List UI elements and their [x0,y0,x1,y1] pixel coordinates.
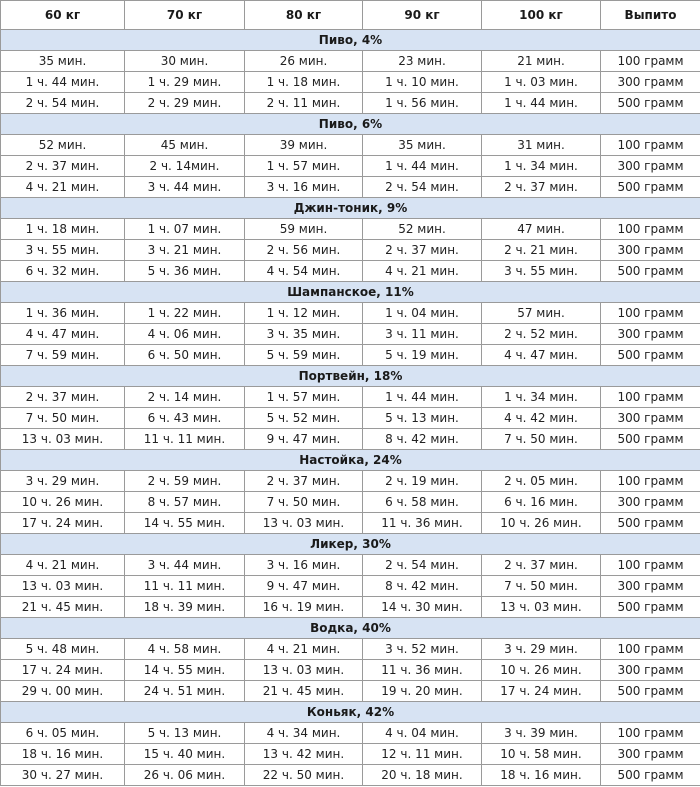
table-cell: 1 ч. 22 мин. [125,303,245,324]
table-cell: 100 грамм [601,219,700,240]
table-cell: 2 ч. 54 мин. [1,93,125,114]
table-cell: 13 ч. 03 мин. [1,429,125,450]
table-cell: 14 ч. 55 мин. [125,513,245,534]
section-header-row [1,618,700,639]
table-cell: 100 грамм [601,135,700,156]
table-cell: 2 ч. 37 мин. [482,177,601,198]
table-row [1,576,700,597]
table-cell: 1 ч. 44 мин. [363,387,482,408]
header-cell: 80 кг [245,1,363,30]
table-cell: 2 ч. 21 мин. [482,240,601,261]
table-cell: 7 ч. 59 мин. [1,345,125,366]
table-cell: 100 грамм [601,471,700,492]
table-row [1,723,700,744]
table-cell: 100 грамм [601,303,700,324]
table-cell: 10 ч. 26 мин. [1,492,125,513]
table-cell: 2 ч. 54 мин. [363,177,482,198]
table-cell: 17 ч. 24 мин. [1,513,125,534]
table-cell: 6 ч. 43 мин. [125,408,245,429]
table-cell: 100 грамм [601,555,700,576]
table-cell: 300 грамм [601,744,700,765]
table-cell: 18 ч. 16 мин. [1,744,125,765]
table-row [1,660,700,681]
table-cell: 2 ч. 54 мин. [363,555,482,576]
table-cell: 10 ч. 26 мин. [482,660,601,681]
table-row [1,219,700,240]
section-header-row [1,450,700,471]
table-cell: 21 ч. 45 мин. [245,681,363,702]
table-cell: 2 ч. 37 мин. [1,156,125,177]
table-cell: 35 мин. [363,135,482,156]
table-cell: 13 ч. 42 мин. [245,744,363,765]
table-cell: 300 грамм [601,408,700,429]
table-cell: 1 ч. 12 мин. [245,303,363,324]
table-cell: 16 ч. 19 мин. [245,597,363,618]
table-cell: 4 ч. 47 мин. [1,324,125,345]
table-cell: 8 ч. 42 мин. [363,429,482,450]
table-cell: 1 ч. 36 мин. [1,303,125,324]
table-cell: 2 ч. 05 мин. [482,471,601,492]
table-cell: 3 ч. 55 мин. [482,261,601,282]
table-cell: 7 ч. 50 мин. [245,492,363,513]
table-row [1,681,700,702]
table-cell: 1 ч. 56 мин. [363,93,482,114]
table-cell: 4 ч. 21 мин. [363,261,482,282]
table-cell: 1 ч. 04 мин. [363,303,482,324]
table-row [1,93,700,114]
table-cell: 2 ч. 52 мин. [482,324,601,345]
table-cell: 1 ч. 03 мин. [482,72,601,93]
table-cell: 1 ч. 18 мин. [245,72,363,93]
table-row [1,492,700,513]
table-cell: 39 мин. [245,135,363,156]
section-title: Портвейн, 18% [1,366,700,387]
table-cell: 26 мин. [245,51,363,72]
section-header-row [1,30,700,51]
section-title: Джин-тоник, 9% [1,198,700,219]
table-cell: 2 ч. 11 мин. [245,93,363,114]
table-cell: 59 мин. [245,219,363,240]
table-cell: 500 грамм [601,177,700,198]
header-row [1,1,700,30]
table-cell: 11 ч. 11 мин. [125,429,245,450]
table-cell: 3 ч. 44 мин. [125,177,245,198]
table-cell: 1 ч. 07 мин. [125,219,245,240]
section-title: Водка, 40% [1,618,700,639]
table-cell: 21 ч. 45 мин. [1,597,125,618]
table-cell: 13 ч. 03 мин. [245,513,363,534]
table-cell: 4 ч. 54 мин. [245,261,363,282]
table-cell: 1 ч. 57 мин. [245,387,363,408]
table-row [1,156,700,177]
table-cell: 13 ч. 03 мин. [245,660,363,681]
table-cell: 4 ч. 21 мин. [245,639,363,660]
table-cell: 18 ч. 16 мин. [482,765,601,786]
table-cell: 5 ч. 19 мин. [363,345,482,366]
section-header-row [1,114,700,135]
table-row [1,240,700,261]
table-cell: 19 ч. 20 мин. [363,681,482,702]
table-cell: 9 ч. 47 мин. [245,576,363,597]
table-cell: 13 ч. 03 мин. [482,597,601,618]
table-cell: 52 мин. [1,135,125,156]
table-cell: 29 ч. 00 мин. [1,681,125,702]
table-cell: 3 ч. 35 мин. [245,324,363,345]
table-cell: 9 ч. 47 мин. [245,429,363,450]
table-cell: 2 ч. 37 мин. [245,471,363,492]
table-cell: 4 ч. 47 мин. [482,345,601,366]
table-cell: 3 ч. 29 мин. [482,639,601,660]
table-cell: 30 мин. [125,51,245,72]
table-cell: 11 ч. 36 мин. [363,513,482,534]
table-cell: 5 ч. 13 мин. [125,723,245,744]
table-cell: 1 ч. 18 мин. [1,219,125,240]
table-row [1,324,700,345]
header-cell: 60 кг [1,1,125,30]
table-cell: 3 ч. 44 мин. [125,555,245,576]
section-title: Пиво, 6% [1,114,700,135]
table-cell: 8 ч. 57 мин. [125,492,245,513]
table-cell: 11 ч. 36 мин. [363,660,482,681]
table-cell: 26 ч. 06 мин. [125,765,245,786]
table-cell: 1 ч. 44 мин. [1,72,125,93]
table-cell: 1 ч. 34 мин. [482,387,601,408]
table-cell: 7 ч. 50 мин. [482,576,601,597]
section-header-row [1,198,700,219]
table-cell: 500 грамм [601,765,700,786]
table-cell: 17 ч. 24 мин. [1,660,125,681]
header-cell: 90 кг [363,1,482,30]
table-cell: 5 ч. 48 мин. [1,639,125,660]
table-row [1,639,700,660]
table-cell: 47 мин. [482,219,601,240]
table-cell: 4 ч. 04 мин. [363,723,482,744]
table-cell: 2 ч. 14мин. [125,156,245,177]
table-cell: 1 ч. 57 мин. [245,156,363,177]
table-cell: 10 ч. 58 мин. [482,744,601,765]
table-cell: 24 ч. 51 мин. [125,681,245,702]
table-cell: 300 грамм [601,156,700,177]
header-cell: Выпито [601,1,700,30]
table-row [1,303,700,324]
table-cell: 11 ч. 11 мин. [125,576,245,597]
table-body [1,30,700,786]
table-cell: 300 грамм [601,324,700,345]
table-cell: 21 мин. [482,51,601,72]
table-row [1,261,700,282]
table-cell: 6 ч. 50 мин. [125,345,245,366]
table-cell: 6 ч. 16 мин. [482,492,601,513]
table-cell: 31 мин. [482,135,601,156]
table-cell: 500 грамм [601,597,700,618]
table-cell: 20 ч. 18 мин. [363,765,482,786]
table-cell: 500 грамм [601,429,700,450]
section-header-row [1,366,700,387]
table-cell: 500 грамм [601,513,700,534]
table-cell: 7 ч. 50 мин. [1,408,125,429]
table-cell: 22 ч. 50 мин. [245,765,363,786]
table-cell: 2 ч. 29 мин. [125,93,245,114]
table-cell: 14 ч. 55 мин. [125,660,245,681]
table-cell: 100 грамм [601,387,700,408]
table-cell: 4 ч. 21 мин. [1,555,125,576]
table-row [1,471,700,492]
table-cell: 2 ч. 37 мин. [363,240,482,261]
table-row [1,387,700,408]
table-cell: 45 мин. [125,135,245,156]
table-cell: 1 ч. 44 мин. [482,93,601,114]
table-cell: 300 грамм [601,576,700,597]
section-title: Шампанское, 11% [1,282,700,303]
table-cell: 500 грамм [601,93,700,114]
table-cell: 2 ч. 19 мин. [363,471,482,492]
table-cell: 5 ч. 13 мин. [363,408,482,429]
table-cell: 500 грамм [601,345,700,366]
table-cell: 4 ч. 21 мин. [1,177,125,198]
table-cell: 6 ч. 58 мин. [363,492,482,513]
table-row [1,429,700,450]
section-header-row [1,282,700,303]
table-cell: 300 грамм [601,492,700,513]
header-cell: 100 кг [482,1,601,30]
table-cell: 2 ч. 56 мин. [245,240,363,261]
table-cell: 7 ч. 50 мин. [482,429,601,450]
table-cell: 8 ч. 42 мин. [363,576,482,597]
table-cell: 100 грамм [601,723,700,744]
table-cell: 5 ч. 59 мин. [245,345,363,366]
table-cell: 3 ч. 29 мин. [1,471,125,492]
table-cell: 3 ч. 21 мин. [125,240,245,261]
table-row [1,744,700,765]
table-cell: 3 ч. 16 мин. [245,177,363,198]
table-cell: 300 грамм [601,72,700,93]
section-title: Коньяк, 42% [1,702,700,723]
table-cell: 4 ч. 58 мин. [125,639,245,660]
table-cell: 100 грамм [601,51,700,72]
table-cell: 57 мин. [482,303,601,324]
table-cell: 500 грамм [601,261,700,282]
table-cell: 2 ч. 37 мин. [1,387,125,408]
table-cell: 3 ч. 55 мин. [1,240,125,261]
table-cell: 13 ч. 03 мин. [1,576,125,597]
section-header-row [1,702,700,723]
table-cell: 35 мин. [1,51,125,72]
section-title: Ликер, 30% [1,534,700,555]
table-cell: 4 ч. 06 мин. [125,324,245,345]
table-cell: 2 ч. 59 мин. [125,471,245,492]
table-cell: 2 ч. 37 мин. [482,555,601,576]
table-row [1,765,700,786]
table-row [1,51,700,72]
table-cell: 4 ч. 42 мин. [482,408,601,429]
table-cell: 52 мин. [363,219,482,240]
table-cell: 17 ч. 24 мин. [482,681,601,702]
table-cell: 5 ч. 36 мин. [125,261,245,282]
table-cell: 30 ч. 27 мин. [1,765,125,786]
table-cell: 100 грамм [601,639,700,660]
table-cell: 23 мин. [363,51,482,72]
table-cell: 14 ч. 30 мин. [363,597,482,618]
table-cell: 3 ч. 16 мин. [245,555,363,576]
table-cell: 1 ч. 29 мин. [125,72,245,93]
table-row [1,135,700,156]
table-cell: 10 ч. 26 мин. [482,513,601,534]
table-cell: 300 грамм [601,660,700,681]
table-cell: 1 ч. 44 мин. [363,156,482,177]
table-row [1,177,700,198]
table-cell: 18 ч. 39 мин. [125,597,245,618]
table-row [1,597,700,618]
table-row [1,555,700,576]
table-row [1,513,700,534]
table-cell: 5 ч. 52 мин. [245,408,363,429]
section-title: Пиво, 4% [1,30,700,51]
table-cell: 3 ч. 39 мин. [482,723,601,744]
table-cell: 6 ч. 32 мин. [1,261,125,282]
table-cell: 500 грамм [601,681,700,702]
table-cell: 6 ч. 05 мин. [1,723,125,744]
table-row [1,345,700,366]
table-cell: 1 ч. 10 мин. [363,72,482,93]
table-row [1,408,700,429]
table-cell: 4 ч. 34 мин. [245,723,363,744]
table-cell: 15 ч. 40 мин. [125,744,245,765]
section-header-row [1,534,700,555]
table-cell: 12 ч. 11 мин. [363,744,482,765]
table-row [1,72,700,93]
table-cell: 1 ч. 34 мин. [482,156,601,177]
table-cell: 3 ч. 11 мин. [363,324,482,345]
table-cell: 300 грамм [601,240,700,261]
header-cell: 70 кг [125,1,245,30]
table-cell: 2 ч. 14 мин. [125,387,245,408]
section-title: Настойка, 24% [1,450,700,471]
table-cell: 3 ч. 52 мин. [363,639,482,660]
